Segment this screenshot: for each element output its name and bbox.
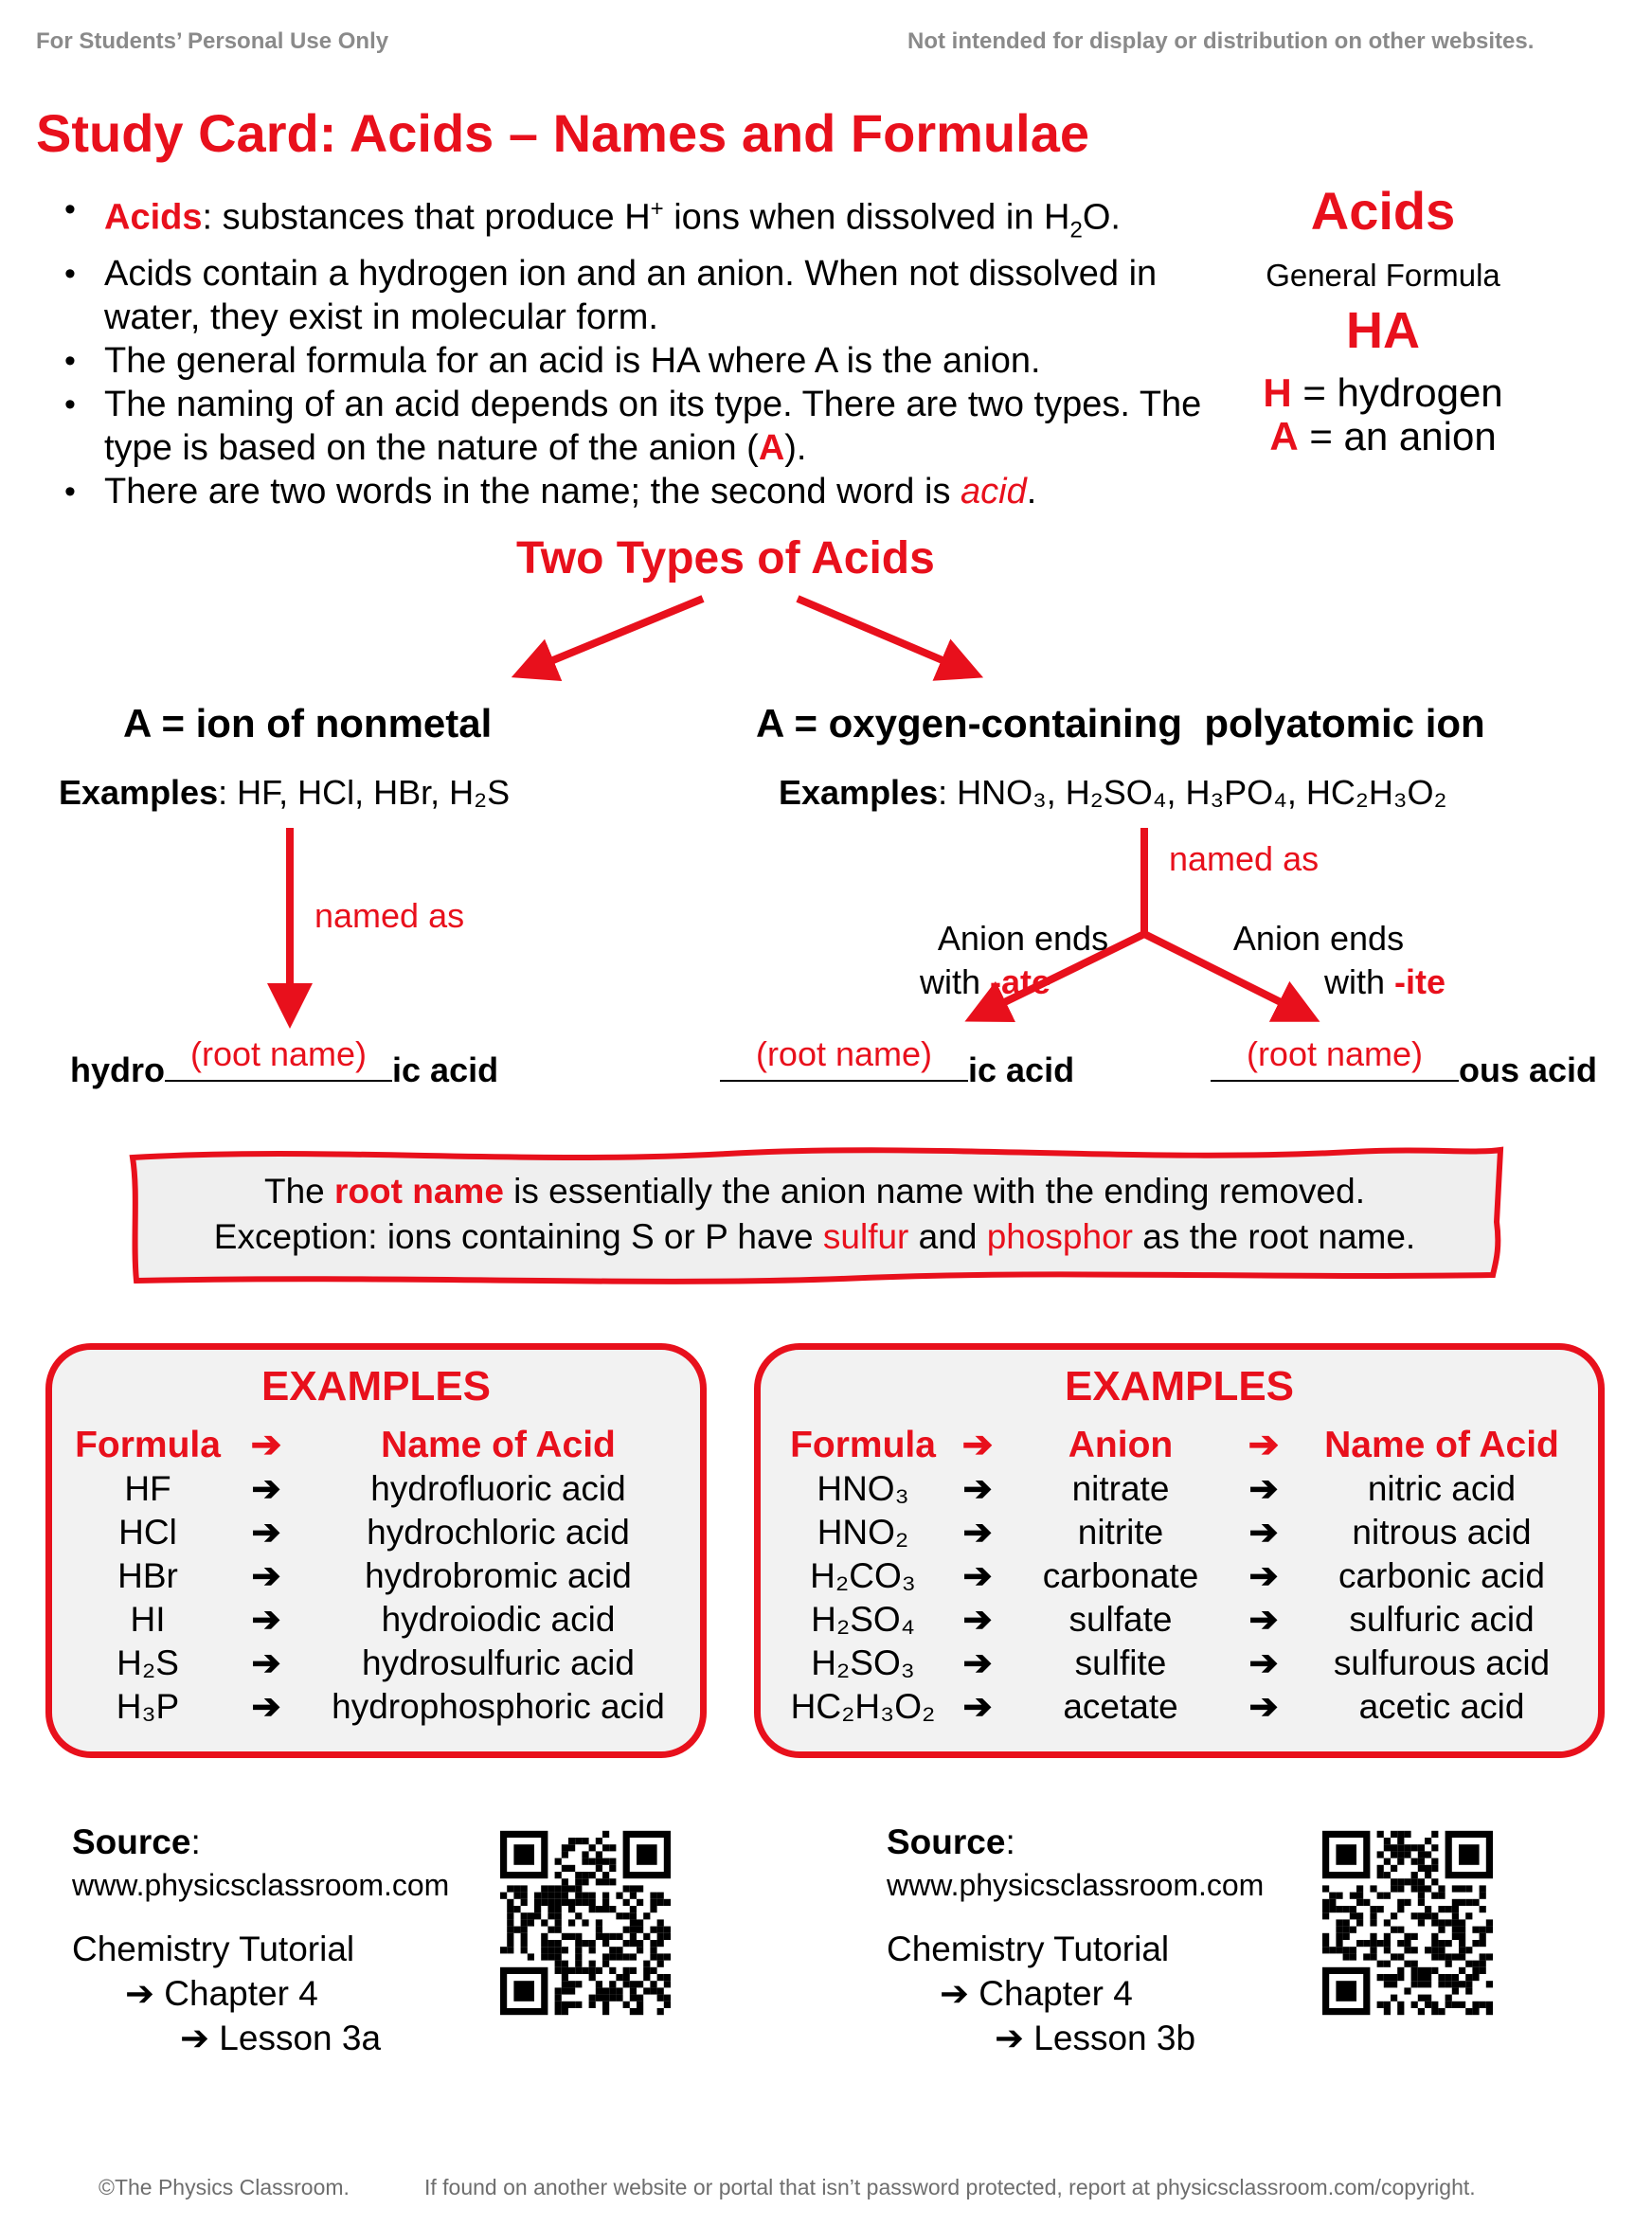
- note-line2: [133, 1214, 1497, 1260]
- ate-with: with: [919, 962, 990, 1001]
- root-name-blank: [165, 1034, 392, 1082]
- table-row: [781, 1685, 1587, 1729]
- acid-name-cell: carbonic acid: [1338, 1556, 1545, 1595]
- acid-name-cell: acetic acid: [1358, 1687, 1525, 1726]
- table-row: [67, 1554, 692, 1598]
- table-row: [67, 1642, 692, 1685]
- lesson-row: [995, 2018, 1264, 2058]
- pattern-suffix: ous acid: [1459, 1050, 1598, 1089]
- col-formula-header: Formula: [790, 1425, 936, 1465]
- source-url-link[interactable]: www.physicsclassroom.com: [887, 1868, 1265, 1902]
- page-title: Study Card: Acids – Names and Formulae: [36, 103, 1089, 163]
- lesson-label: Lesson 3a: [219, 2019, 382, 2057]
- type-nonmetal-heading: A = ion of nonmetal: [123, 701, 493, 745]
- ite-with: with: [1323, 962, 1395, 1001]
- pattern-suffix: ic acid: [968, 1050, 1075, 1089]
- arrow-icon: ➔: [251, 1600, 281, 1639]
- bullet-text: There are two words in the name; the second word is: [104, 472, 961, 512]
- acid-name-cell: nitrous acid: [1352, 1513, 1532, 1552]
- acids-term: Acids: [104, 197, 203, 238]
- root-name-blank: [1211, 1034, 1459, 1082]
- table-row: [781, 1598, 1587, 1642]
- chapter-label: Chapter 4: [164, 1974, 318, 2013]
- arrow-icon: ➔: [1248, 1600, 1279, 1639]
- tutorial-name: Chemistry Tutorial: [72, 1930, 355, 1968]
- root-name-note: [133, 1154, 1497, 1277]
- arrow-icon: ➔: [251, 1643, 281, 1682]
- arrow-icon: ➔: [1248, 1643, 1279, 1682]
- examples-nonmetal-table: [67, 1424, 692, 1729]
- arrow-icon: ➔: [251, 1513, 281, 1552]
- ite-condition: [1195, 917, 1499, 1004]
- arrow-icon: ➔: [251, 1687, 281, 1726]
- arrow-icon: ➔: [251, 1556, 281, 1595]
- lesson-row: [180, 2018, 449, 2058]
- chapter-label: Chapter 4: [979, 1974, 1133, 2013]
- examples-polyatomic-box: [754, 1343, 1605, 1758]
- col-formula-header: Formula: [75, 1425, 221, 1465]
- sidebar-subheading: General Formula: [1266, 258, 1500, 293]
- col-name-header: Name of Acid: [1324, 1425, 1559, 1465]
- acid-name-cell: hydrobromic acid: [365, 1556, 632, 1595]
- examples-polyatomic-table: [781, 1424, 1587, 1729]
- footer-report-note: If found on another website or portal that isn’t password protected, report at physicsclassroom.com/copyright.: [424, 2175, 1476, 2199]
- lesson-label: Lesson 3b: [1033, 2019, 1196, 2057]
- note-text: The: [264, 1172, 335, 1211]
- acid-name-cell: sulfuric acid: [1349, 1600, 1535, 1639]
- root-name-blank: [720, 1034, 968, 1082]
- superscript: +: [650, 196, 664, 222]
- arrow-icon: ➔: [962, 1600, 993, 1639]
- pattern-hydro-ic: [70, 1034, 499, 1090]
- table-row: [781, 1467, 1587, 1511]
- header-right-note: Not intended for display or distribution on other websites.: [907, 28, 1535, 54]
- anion-letter: A: [758, 428, 785, 469]
- legend-h-def: = hydrogen: [1291, 370, 1503, 415]
- arrow-icon: ➔: [251, 1469, 281, 1508]
- bullet-text: The naming of an acid depends on its type. There are two types. The type is based on the nature of the anion (: [104, 385, 1202, 469]
- formula-cell: H₃P: [116, 1687, 180, 1726]
- header-left-note: For Students’ Personal Use Only: [36, 28, 389, 54]
- ate-condition: [834, 917, 1137, 1004]
- bullet-text: : substances that produce H: [202, 197, 651, 238]
- anion-cell: nitrate: [1071, 1469, 1170, 1508]
- formula-cell: HNO₃: [817, 1469, 909, 1508]
- note-text: is essentially the anion name with the ending removed.: [503, 1172, 1365, 1211]
- pattern-suffix: ic acid: [392, 1050, 499, 1089]
- sulfur-term: sulfur: [822, 1217, 909, 1256]
- table-header-row: [67, 1424, 692, 1467]
- legend-a-letter: A: [1269, 414, 1299, 458]
- arrow-icon: ➔: [1248, 1513, 1279, 1552]
- acid-name-cell: hydrochloric acid: [367, 1513, 630, 1552]
- source-label: Source: [887, 1822, 1006, 1861]
- root-name-label: (root name): [1246, 1034, 1424, 1073]
- note-text: as the root name.: [1132, 1217, 1416, 1256]
- ite-suffix: -ite: [1394, 962, 1446, 1001]
- source-left: [72, 1822, 449, 2058]
- formula-cell: HCl: [118, 1513, 177, 1552]
- qr-code-icon[interactable]: [500, 1828, 671, 2018]
- acid-name-cell: hydroiodic acid: [381, 1600, 616, 1639]
- chapter-row: [125, 1973, 449, 2014]
- legend-a-def: = an anion: [1298, 414, 1497, 458]
- table-row: [67, 1598, 692, 1642]
- root-name-label: (root name): [755, 1034, 933, 1073]
- acid-word: acid: [961, 472, 1027, 512]
- col-name-header: Name of Acid: [381, 1425, 616, 1465]
- arrow-icon: ➔: [1248, 1425, 1280, 1465]
- nonmetal-named-as: named as: [314, 896, 465, 935]
- source-label-row: [887, 1822, 1264, 1862]
- footer-copyright: ©The Physics Classroom.: [99, 2175, 350, 2199]
- general-formula: HA: [1346, 302, 1420, 359]
- examples-nonmetal-box: [45, 1343, 707, 1758]
- arrow-icon: ➔: [962, 1513, 993, 1552]
- table-header-row: [781, 1424, 1587, 1467]
- table-row: [781, 1554, 1587, 1598]
- examples-title: EXAMPLES: [1064, 1363, 1295, 1409]
- bullet-composition: • Acids contain a hydrogen ion and an anion. When not dissolved in water, they exist in molecular form.: [104, 252, 1222, 339]
- formula-cell: H₂S: [117, 1643, 179, 1682]
- source-colon: :: [1005, 1822, 1015, 1861]
- root-name-label: (root name): [189, 1034, 368, 1073]
- type-polyatomic-heading: A = oxygen-containing polyatomic ion: [756, 701, 1485, 745]
- arrow-icon: ➔: [962, 1556, 993, 1595]
- arrow-icon: ➔: [962, 1687, 993, 1726]
- examples-label: Examples: [59, 773, 219, 812]
- formula-cell: HC₂H₃O₂: [790, 1687, 936, 1726]
- ate-line1: Anion ends: [937, 919, 1109, 958]
- acid-name-cell: hydrofluoric acid: [370, 1469, 626, 1508]
- acid-name-cell: hydrosulfuric acid: [362, 1643, 635, 1682]
- anion-cell: acetate: [1063, 1687, 1178, 1726]
- table-row: [781, 1511, 1587, 1554]
- bullet-general-formula: • The general formula for an acid is HA where A is the anion.: [104, 339, 1222, 383]
- anion-cell: nitrite: [1077, 1513, 1164, 1552]
- arrow-icon: ➔: [962, 1469, 993, 1508]
- bullet-text: ).: [784, 428, 807, 469]
- arrow-icon: ➔: [180, 2019, 210, 2057]
- formula-cell: H₂SO₄: [811, 1600, 915, 1639]
- table-row: [67, 1511, 692, 1554]
- arrow-icon: ➔: [125, 1974, 155, 2013]
- anion-cell: sulfite: [1074, 1643, 1167, 1682]
- table-row: [781, 1642, 1587, 1685]
- acid-name-cell: hydrophosphoric acid: [332, 1687, 665, 1726]
- polyatomic-named-as: named as: [1169, 839, 1320, 878]
- formula-cell: HBr: [117, 1556, 178, 1595]
- source-colon: :: [190, 1822, 201, 1861]
- arrow-icon: ➔: [1248, 1556, 1279, 1595]
- sidebar-heading: Acids: [1310, 181, 1456, 241]
- ite-line1: Anion ends: [1232, 919, 1405, 958]
- pattern-ic: [720, 1034, 1075, 1090]
- bullet-text: O.: [1082, 197, 1121, 238]
- table-row: [67, 1467, 692, 1511]
- qr-code-icon[interactable]: [1322, 1828, 1493, 2018]
- col-anion-header: Anion: [1068, 1425, 1174, 1465]
- formula-cell: HF: [124, 1469, 171, 1508]
- formula-cell: HNO₂: [817, 1513, 909, 1552]
- source-right: [887, 1822, 1264, 2058]
- two-types-heading: Two Types of Acids: [516, 533, 935, 583]
- arrow-to-polyatomic: [798, 599, 962, 669]
- arrow-icon: ➔: [1248, 1469, 1279, 1508]
- note-line1: [133, 1169, 1497, 1214]
- table-row: [67, 1685, 692, 1729]
- pattern-prefix: hydro: [70, 1050, 166, 1089]
- source-url-link[interactable]: www.physicsclassroom.com: [72, 1868, 450, 1902]
- examples-label: Examples: [779, 773, 939, 812]
- polyatomic-examples: Examples: HNO₃, H₂SO₄, H₃PO₄, HC₂H₃O₂: [779, 773, 1447, 812]
- formula-cell: H₂CO₃: [810, 1556, 916, 1595]
- arrow-icon: ➔: [961, 1425, 994, 1465]
- anion-cell: carbonate: [1042, 1556, 1199, 1595]
- formula-cell: H₂SO₃: [811, 1643, 915, 1682]
- ate-suffix: -ate: [990, 962, 1051, 1001]
- examples-list: HNO₃, H₂SO₄, H₃PO₄, HC₂H₃O₂: [957, 773, 1447, 812]
- pattern-ous: [1211, 1034, 1598, 1090]
- legend-h-letter: H: [1263, 370, 1292, 415]
- source-label-row: [72, 1822, 449, 1862]
- arrow-icon: ➔: [1248, 1687, 1279, 1726]
- source-label: Source: [72, 1822, 191, 1861]
- arrow-icon: ➔: [962, 1643, 993, 1682]
- formula-cell: HI: [130, 1600, 166, 1639]
- note-text: Exception: ions containing S or P have: [213, 1217, 823, 1256]
- arrow-icon: ➔: [940, 1974, 970, 2013]
- arrow-icon: ➔: [995, 2019, 1025, 2057]
- examples-title: EXAMPLES: [260, 1363, 492, 1409]
- phosphor-term: phosphor: [986, 1217, 1133, 1256]
- arrow-icon: ➔: [250, 1425, 282, 1465]
- bullet-text: ions when dissolved in H: [663, 197, 1070, 238]
- nonmetal-examples: Examples: HF, HCl, HBr, H₂S: [59, 773, 511, 812]
- acid-name-cell: sulfurous acid: [1333, 1643, 1551, 1682]
- arrow-to-nonmetal: [532, 599, 703, 669]
- chapter-row: [940, 1973, 1264, 2014]
- tutorial-name: Chemistry Tutorial: [887, 1930, 1170, 1968]
- acid-name-cell: nitric acid: [1367, 1469, 1517, 1508]
- anion-cell: sulfate: [1068, 1600, 1173, 1639]
- note-text: and: [908, 1217, 987, 1256]
- subscript: 2: [1069, 217, 1083, 243]
- root-name-term: root name: [334, 1172, 504, 1211]
- bullet-text: .: [1026, 472, 1037, 512]
- examples-list: HF, HCl, HBr, H₂S: [237, 773, 511, 812]
